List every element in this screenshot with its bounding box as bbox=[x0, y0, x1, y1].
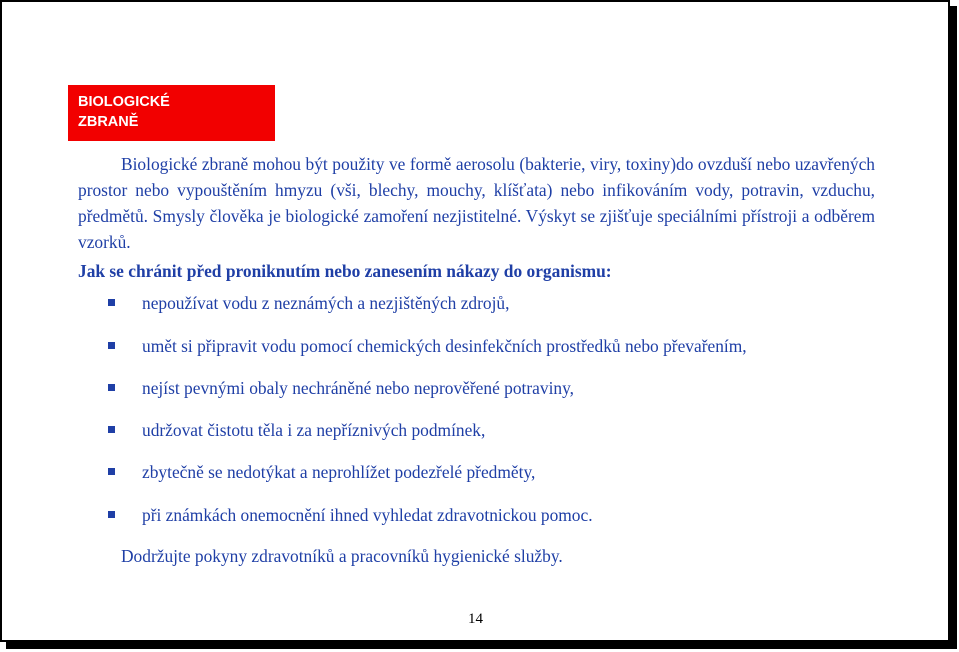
list-item-text: umět si připravit vodu pomocí chemických desinfekčních prostředků nebo převařením, bbox=[142, 336, 747, 356]
square-bullet-icon bbox=[108, 299, 115, 306]
title-line-2: ZBRANĚ bbox=[78, 114, 139, 130]
square-bullet-icon bbox=[108, 511, 115, 518]
list-item-text: zbytečně se nedotýkat a neprohlížet podezřelé předměty, bbox=[142, 462, 536, 482]
list-item-text: udržovat čistotu těla i za nepříznivých podmínek, bbox=[142, 420, 486, 440]
list-item-text: nepoužívat vodu z neznámých a nezjištěných zdrojů, bbox=[142, 293, 510, 313]
square-bullet-icon bbox=[108, 426, 115, 433]
list-item-text: nejíst pevnými obaly nechráněné nebo neprověřené potraviny, bbox=[142, 378, 575, 398]
list-item bbox=[108, 461, 908, 483]
list-item bbox=[108, 292, 908, 314]
list-item bbox=[108, 377, 908, 399]
list-item-text: při známkách onemocnění ihned vyhledat zdravotnickou pomoc. bbox=[142, 505, 593, 525]
title-box bbox=[68, 85, 275, 141]
square-bullet-icon bbox=[108, 342, 115, 349]
square-bullet-icon bbox=[108, 468, 115, 475]
section-heading: Jak se chránit před proniknutím nebo zanesením nákazy do organismu: bbox=[78, 261, 612, 281]
page-shadow-right bbox=[950, 6, 957, 649]
list-item bbox=[108, 335, 908, 357]
list-item bbox=[108, 419, 908, 441]
intro-paragraph: Biologické zbraně mohou být použity ve formě aerosolu (bakterie, viry, toxiny)do ovzduší nebo uzavřených prostor nebo vypouštěním hmyzu (vši, blechy, mouchy, klíšťata) nebo infikováním vody, potravin, vzduchu, předmětů. Smysly člověka je biologické zamoření nezjistitelné. Výskyt se zjišťuje speciálními přístroji a odběrem vzorků. bbox=[78, 154, 875, 252]
page-number: 14 bbox=[468, 611, 483, 627]
list-item bbox=[108, 504, 908, 526]
intro-text bbox=[78, 151, 875, 255]
square-bullet-icon bbox=[108, 384, 115, 391]
closing-text: Dodržujte pokyny zdravotníků a pracovníků hygienické služby. bbox=[121, 546, 563, 566]
title-line-1: BIOLOGICKÉ bbox=[78, 94, 170, 110]
page-shadow-bottom bbox=[6, 642, 957, 649]
